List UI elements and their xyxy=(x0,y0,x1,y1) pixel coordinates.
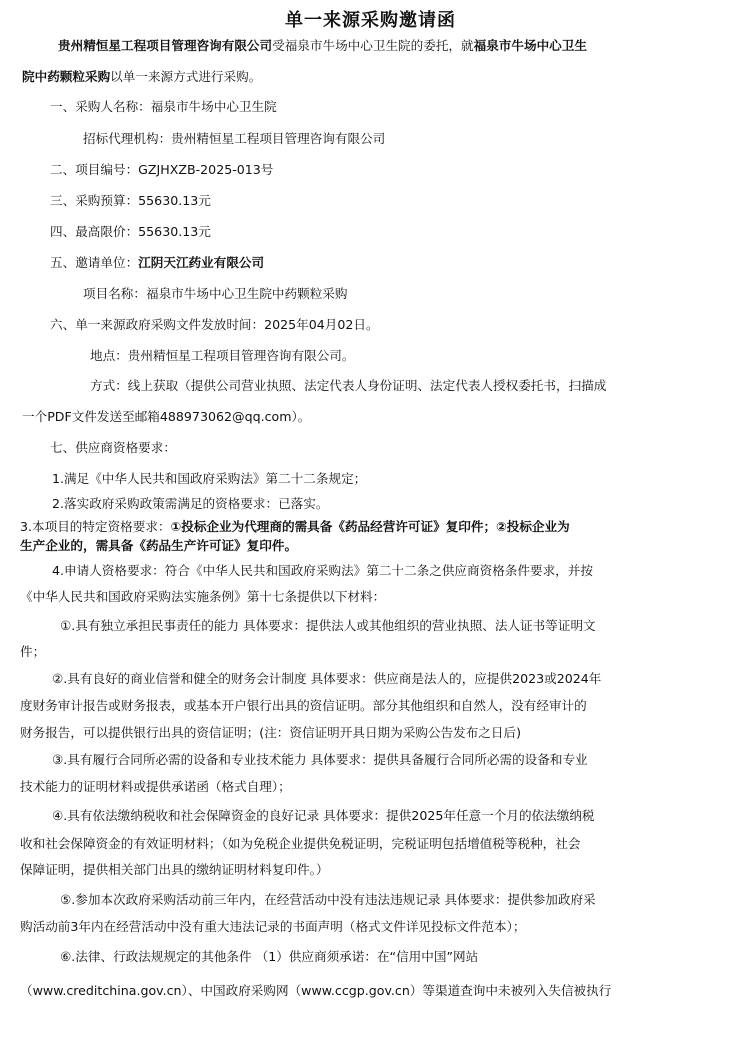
intro-project-part2: 院中药颗粒采购 xyxy=(22,69,111,84)
intro-entrusted: 受福泉市牛场中心卫生院的委托，就 xyxy=(272,38,474,53)
condition-6-line-2: （www.creditchina.gov.cn）、中国政府采购网（www.ccgp.gov.cn）等渠道查询中未被列入失信被执行 xyxy=(20,983,612,998)
condition-2-line-3: 财务报告，可以提供银行出具的资信证明；(注：资信证明开具日期为采购公告发布之日后) xyxy=(20,725,521,740)
invited-company: 江阴天江药业有限公司 xyxy=(138,255,265,270)
section-budget: 三、采购预算：55630.13元 xyxy=(50,193,211,208)
section-method-line-2: 一个PDF文件发送至邮箱488973062@qq.com）。 xyxy=(22,409,311,424)
qualification-3-detail: ①投标企业为代理商的需具备《药品经营许可证》复印件；②投标企业为 xyxy=(170,519,570,534)
condition-4-line-1: ④.具有依法缴纳税收和社会保障资金的良好记录 具体要求：提供2025年任意一个月的依法缴纳税 xyxy=(52,808,595,823)
condition-3-line-2: 技术能力的证明材料或提供承诺函（格式自理）； xyxy=(20,779,291,794)
section-issue-place: 地点：贵州精恒星工程项目管理咨询有限公司。 xyxy=(90,348,355,363)
qualification-2: 2.落实政府采购政策需满足的资格要求：已落实。 xyxy=(52,496,329,511)
qualification-3-line-1 xyxy=(20,519,570,535)
condition-4-line-3: 保障证明，提供相关部门出具的缴纳证明材料复印件。） xyxy=(20,862,329,877)
section-qualification-title: 七、供应商资格要求： xyxy=(50,440,176,455)
intro-line-2 xyxy=(22,69,261,85)
section-issue-time: 六、单一来源政府采购文件发放时间：2025年04月02日。 xyxy=(50,317,379,332)
section-method-line-1: 方式：线上获取（提供公司营业执照、法定代表人身份证明、法定代表人授权委托书，扫描成 xyxy=(90,378,607,393)
qualification-4-line-1: 4.申请人资格要求：符合《中华人民共和国政府采购法》第二十二条之供应商资格条件要求，并按 xyxy=(52,563,593,578)
qualification-1: 1.满足《中华人民共和国政府采购法》第二十二条规定； xyxy=(52,471,367,486)
section-purchaser: 一、采购人名称：福泉市牛场中心卫生院 xyxy=(50,99,277,114)
condition-3-line-1: ③.具有履行合同所必需的设备和专业技术能力 具体要求：提供具备履行合同所必需的设备和专业 xyxy=(52,752,588,767)
intro-line-1 xyxy=(58,38,587,54)
invited-unit-label: 五、邀请单位： xyxy=(50,255,139,270)
section-agency: 招标代理机构：贵州精恒星工程项目管理咨询有限公司 xyxy=(83,131,386,146)
section-invited-unit xyxy=(50,255,264,271)
condition-2-line-2: 度财务审计报告或财务报表，或基本开户银行出具的资信证明。部分其他组织和自然人，没有经审计的 xyxy=(20,698,587,713)
condition-1-line-2: 件； xyxy=(20,644,46,659)
document-title: 单一来源采购邀请函 xyxy=(285,10,456,31)
qualification-4-line-2: 《中华人民共和国政府采购法实施条例》第十七条提供以下材料： xyxy=(20,589,386,604)
condition-2-line-1: ②.具有良好的商业信誉和健全的财务会计制度 具体要求：供应商是法人的，应提供2023或2024年 xyxy=(52,671,602,686)
condition-4-line-2: 收和社会保障资金的有效证明材料；（如为免税企业提供免税证明，完税证明包括增值税等税种，社会 xyxy=(20,836,581,851)
intro-rest: 以单一来源方式进行采购。 xyxy=(110,69,262,84)
condition-1-line-1: ①.具有独立承担民事责任的能力 具体要求：提供法人或其他组织的营业执照、法人证书等证明文 xyxy=(60,618,596,633)
condition-5-line-1: ⑤.参加本次政府采购活动前三年内，在经营活动中没有违法违规记录 具体要求：提供参加政府采 xyxy=(60,892,596,907)
condition-6-line-1: ⑥.法律、行政法规规定的其他条件 （1）供应商须承诺：在“信用中国”网站 xyxy=(60,949,479,964)
condition-5-line-2: 购活动前3年内在经营活动中没有重大违法记录的书面声明（格式文件详见投标文件范本）； xyxy=(20,919,526,934)
intro-project-part1: 福泉市牛场中心卫生 xyxy=(473,38,587,53)
qualification-3-label: 3.本项目的特定资格要求： xyxy=(20,519,171,534)
qualification-3-line-2: 生产企业的，需具备《药品生产许可证》复印件。 xyxy=(20,538,298,553)
section-max-price: 四、最高限价：55630.13元 xyxy=(50,224,211,239)
section-project-number: 二、项目编号：GZJHXZB-2025-013号 xyxy=(50,162,274,177)
section-project-name: 项目名称：福泉市牛场中心卫生院中药颗粒采购 xyxy=(83,286,348,301)
intro-agency: 贵州精恒星工程项目管理咨询有限公司 xyxy=(58,38,273,53)
